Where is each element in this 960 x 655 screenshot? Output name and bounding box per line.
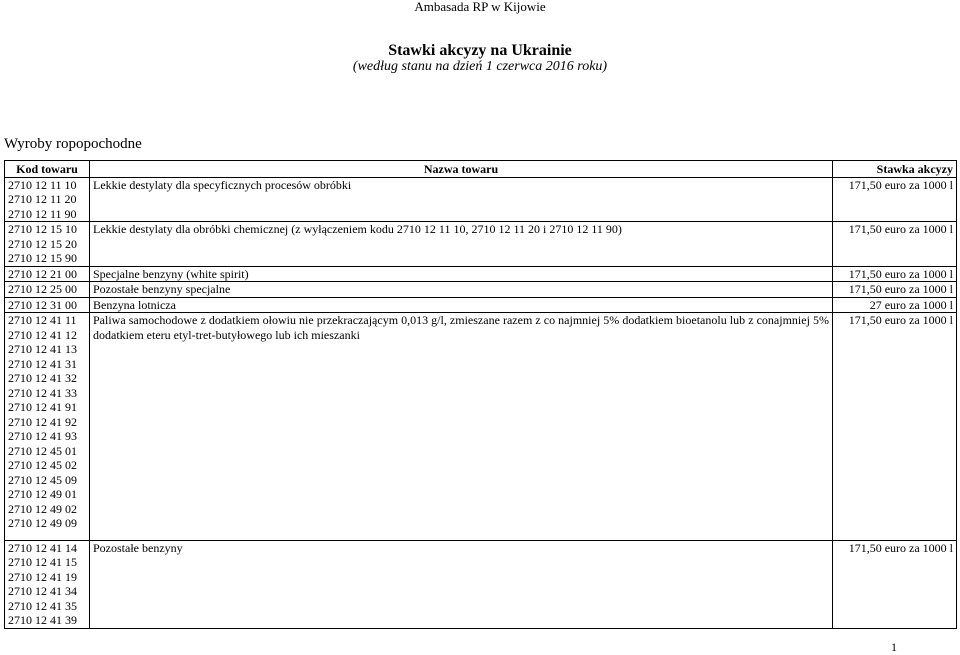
- product-name-cell: Lekkie destylaty dla specyficznych procesów obróbki: [90, 177, 833, 222]
- product-code: 2710 12 15 20: [8, 236, 77, 251]
- product-code: 2710 12 41 13: [8, 342, 77, 356]
- product-codes-cell: [5, 540, 90, 628]
- product-code: 2710 12 41 39: [8, 613, 77, 627]
- product-code: 2710 12 45 09: [8, 472, 77, 487]
- product-code: 2710 12 41 34: [8, 584, 77, 598]
- product-code: 2710 12 41 31: [8, 356, 77, 371]
- page-number: 1: [891, 640, 897, 654]
- excise-rate-cell: 171,50 euro za 1000 l: [833, 177, 957, 222]
- table-header-row: [5, 161, 957, 178]
- column-header-code: Kod towaru: [5, 161, 90, 178]
- excise-rate-cell: 171,50 euro za 1000 l: [833, 313, 957, 541]
- product-code: 2710 12 41 19: [8, 569, 77, 584]
- document-subtitle: (według stanu na dzień 1 czerwca 2016 roku): [352, 59, 608, 74]
- product-code: 2710 12 45 02: [8, 458, 77, 472]
- product-code: 2710 12 41 91: [8, 400, 77, 414]
- product-code: 2710 12 15 90: [8, 251, 77, 265]
- excise-rate-cell: 27 euro za 1000 l: [833, 297, 957, 313]
- product-code: 2710 12 41 92: [8, 414, 77, 429]
- product-code: 2710 12 15 10: [8, 222, 77, 236]
- product-code: 2710 12 49 02: [8, 501, 77, 516]
- product-name-cell: Pozostałe benzyny specjalne: [90, 282, 833, 298]
- product-codes-cell: [5, 177, 90, 222]
- product-code: 2710 12 41 14: [8, 540, 77, 555]
- product-code: 2710 12 41 35: [8, 598, 77, 613]
- product-codes-cell: [5, 266, 90, 282]
- product-code: 2710 12 45 01: [8, 443, 77, 458]
- product-code: 2710 12 41 15: [8, 555, 77, 569]
- product-code: 2710 12 31 00: [8, 297, 77, 312]
- product-code: 2710 12 41 33: [8, 385, 77, 400]
- table-row: [5, 222, 957, 267]
- excise-rates-table: [4, 160, 957, 629]
- product-code: 2710 12 11 90: [8, 206, 77, 221]
- column-header-rate: Stawka akcyzy: [833, 161, 957, 178]
- product-code: 2710 12 41 11: [8, 313, 77, 327]
- excise-rate-cell: 171,50 euro za 1000 l: [833, 282, 957, 298]
- document-header: Ambasada RP w Kijowie: [414, 0, 546, 14]
- spacer: [8, 531, 86, 540]
- product-code: 2710 12 11 10: [8, 177, 77, 192]
- table-row: [5, 540, 957, 628]
- product-codes-cell: [5, 282, 90, 298]
- product-name-cell: Paliwa samochodowe z dodatkiem ołowiu nie przekraczającym 0,013 g/l, zmieszane razem z co najmniej 5% dodatkiem bioetanolu lub z conajmniej 5% dodatkiem eteru etyl-tret-butyłowego lub ich mieszanki: [90, 313, 833, 541]
- excise-rate-cell: 171,50 euro za 1000 l: [833, 266, 957, 282]
- product-name-cell: Specjalne benzyny (white spirit): [90, 266, 833, 282]
- product-name-cell: Benzyna lotnicza: [90, 297, 833, 313]
- product-code: 2710 12 49 01: [8, 487, 77, 501]
- product-code: 2710 12 25 00: [8, 282, 77, 296]
- product-code: 2710 12 41 12: [8, 327, 77, 342]
- table-row: [5, 313, 957, 541]
- excise-rate-cell: 171,50 euro za 1000 l: [833, 222, 957, 267]
- document-title: Stawki akcyzy na Ukrainie: [388, 42, 572, 59]
- product-code: 2710 12 41 93: [8, 429, 77, 443]
- product-codes-cell: [5, 222, 90, 267]
- product-code: 2710 12 21 00: [8, 266, 77, 281]
- table-row: [5, 282, 957, 298]
- product-codes-cell: [5, 297, 90, 313]
- product-codes-cell: [5, 313, 90, 541]
- product-code: 2710 12 49 09: [8, 516, 77, 530]
- product-code: 2710 12 11 20: [8, 192, 77, 206]
- table-row: [5, 297, 957, 313]
- product-name-cell: Lekkie destylaty dla obróbki chemicznej (z wyłączeniem kodu 2710 12 11 10, 2710 12 11 20 i 2710 12 11 90): [90, 222, 833, 267]
- table-row: [5, 266, 957, 282]
- excise-rate-cell: 171,50 euro za 1000 l: [833, 540, 957, 628]
- section-heading: Wyroby ropopochodne: [4, 136, 142, 152]
- table-body: [5, 177, 957, 628]
- table-row: [5, 177, 957, 222]
- product-code: 2710 12 41 32: [8, 371, 77, 385]
- product-name-cell: Pozostałe benzyny: [90, 540, 833, 628]
- column-header-name: Nazwa towaru: [90, 161, 833, 178]
